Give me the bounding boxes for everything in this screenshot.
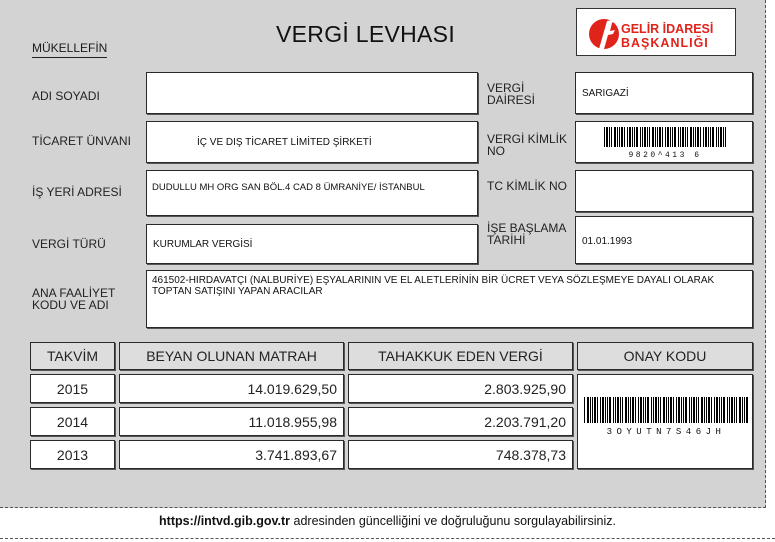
- barcode-bar: [660, 397, 661, 423]
- barcode-bar: [731, 397, 733, 423]
- barcode-bar: [719, 397, 720, 423]
- barcode-bar: [645, 397, 646, 423]
- tax-office-value: SARIGAZİ: [582, 88, 629, 99]
- activity-field: [146, 270, 753, 328]
- barcode-bar: [658, 397, 659, 423]
- barcode-bar: [676, 397, 677, 423]
- approval-barcode: [584, 397, 748, 437]
- barcode-bar: [695, 127, 696, 147]
- barcode-bar: [670, 397, 672, 423]
- barcode-bar: [714, 397, 715, 423]
- barcode-bar: [700, 127, 701, 147]
- barcode-bar: [680, 127, 681, 147]
- barcode-bar: [597, 397, 598, 423]
- trade-name-field: [146, 121, 478, 163]
- barcode-bar: [653, 397, 654, 423]
- name-label: ADI SOYADI: [32, 89, 100, 103]
- barcode-bar: [592, 397, 593, 423]
- col-header-approval-code: ONAY KODU: [577, 342, 753, 370]
- table-row-year: 2015: [30, 374, 115, 403]
- barcode-bar: [629, 127, 631, 147]
- activity-value: 461502-HIRDAVATÇI (NALBURİYE) EŞYALARININ VE EL ALETLERİNİN BİR ÜCRET VEYA SÖZLEŞMEYE DAYALI OLARAK TOPTAN SATIŞINI YAPAN ARACILAR: [152, 275, 715, 297]
- barcode-bar: [670, 127, 671, 147]
- table-row-year: 2014: [30, 407, 115, 436]
- tax-type-value: KURUMLAR VERGİSİ: [153, 239, 253, 250]
- barcode-bar: [685, 397, 687, 423]
- barcode-bar: [729, 397, 730, 423]
- col-header-year: TAKVİM: [30, 342, 115, 370]
- barcode-bar: [622, 397, 623, 423]
- barcode-bar: [666, 397, 667, 423]
- barcode-bar: [617, 397, 619, 423]
- barcode-bar: [725, 127, 726, 147]
- barcode-bar: [627, 127, 628, 147]
- taxpayer-header: MÜKELLEFİN: [32, 41, 107, 58]
- barcode-bar: [682, 127, 684, 147]
- table-row-tax: 2.203.791,20: [348, 407, 573, 436]
- barcode-bar: [635, 397, 636, 423]
- barcode-bar: [678, 127, 679, 147]
- barcode-bar: [600, 397, 601, 423]
- barcode-bar: [681, 397, 682, 423]
- barcode-bar: [659, 127, 661, 147]
- verification-note: [0, 514, 775, 528]
- svg-text:BAŞKANLIĞI: BAŞKANLIĞI: [621, 36, 709, 50]
- barcode-bar: [643, 397, 644, 423]
- barcode-bar: [609, 397, 611, 423]
- barcode-bar: [710, 127, 711, 147]
- barcode-bar: [651, 397, 652, 423]
- barcode-bar: [619, 127, 620, 147]
- barcode-bar: [611, 127, 612, 147]
- barcode-bar: [587, 397, 589, 423]
- gib-emblem-icon: [577, 9, 737, 57]
- table-row-year: 2013: [30, 440, 115, 469]
- barcode-bar: [604, 127, 605, 147]
- tax-id-label: VERGİ KİMLİK NO: [487, 132, 568, 158]
- barcode-bar: [701, 397, 703, 423]
- barcode-bar: [739, 397, 741, 423]
- table-row-base: 3.741.893,67: [119, 440, 344, 469]
- barcode-bar: [628, 397, 629, 423]
- barcode-bar: [594, 397, 596, 423]
- barcode-bar: [620, 397, 621, 423]
- barcode-bar: [663, 397, 665, 423]
- barcode-bar: [621, 127, 623, 147]
- barcode-bar: [584, 397, 585, 423]
- barcode-bar: [672, 127, 673, 147]
- barcode-bar: [642, 127, 643, 147]
- barcode-bar: [606, 127, 608, 147]
- barcode-bar: [615, 397, 616, 423]
- barcode-bar: [678, 397, 680, 423]
- barcode-bar: [708, 127, 709, 147]
- trade-name-label: TİCARET ÜNVANI: [32, 134, 131, 148]
- barcode-bar: [632, 127, 633, 147]
- barcode-bar: [590, 397, 591, 423]
- barcode-bar: [703, 127, 704, 147]
- barcode-bar: [667, 127, 669, 147]
- barcode-bar: [662, 127, 663, 147]
- verification-text: adresinden güncelliğini ve doğruluğunu sorgulayabilirsiniz.: [290, 514, 616, 528]
- barcode-bar: [624, 127, 625, 147]
- barcode-bar: [698, 397, 699, 423]
- col-header-declared-base: BEYAN OLUNAN MATRAH: [119, 342, 344, 370]
- table-row-base: 11.018.955,98: [119, 407, 344, 436]
- svg-text:GELİR İDARESİ: GELİR İDARESİ: [621, 22, 714, 36]
- barcode-bar: [705, 127, 707, 147]
- barcode-bar: [693, 397, 695, 423]
- barcode-bar: [665, 127, 666, 147]
- barcode-bar: [668, 397, 669, 423]
- barcode-bar: [721, 397, 722, 423]
- barcode-bar: [647, 127, 648, 147]
- barcode-bar: [727, 397, 728, 423]
- barcode-bar: [630, 397, 631, 423]
- barcode-bar: [617, 127, 618, 147]
- barcode-bar: [634, 127, 635, 147]
- barcode-bar: [685, 127, 686, 147]
- col-header-assessed-tax: TAHAKKUK EDEN VERGİ: [348, 342, 573, 370]
- verification-url[interactable]: https://intvd.gib.gov.tr: [159, 514, 291, 528]
- barcode-bar: [720, 127, 722, 147]
- barcode-bar: [655, 127, 656, 147]
- barcode-bar: [673, 397, 674, 423]
- tc-id-field: [575, 170, 753, 212]
- barcode-bar: [746, 397, 748, 423]
- tax-id-field: [575, 121, 753, 163]
- approval-code-text: 3OYUTN7S46JH: [606, 427, 726, 437]
- barcode-bar: [613, 397, 614, 423]
- tax-type-label: VERGİ TÜRÜ: [32, 237, 106, 251]
- barcode-bar: [649, 127, 650, 147]
- barcode-bar: [711, 397, 712, 423]
- barcode-bar: [704, 397, 705, 423]
- barcode-bar: [652, 127, 654, 147]
- cut-line: [0, 538, 775, 539]
- table-row-tax: 2.803.925,90: [348, 374, 573, 403]
- barcode-bar: [723, 127, 724, 147]
- barcode-bar: [744, 397, 745, 423]
- barcode-bar: [674, 127, 676, 147]
- barcode-bar: [605, 397, 606, 423]
- barcode-bar: [657, 127, 658, 147]
- barcode-bar: [640, 127, 641, 147]
- barcode-bar: [690, 127, 692, 147]
- barcode-bar: [697, 127, 699, 147]
- tax-id-barcode-text: 9820^413 6: [628, 151, 702, 159]
- table-row-base: 14.019.629,50: [119, 374, 344, 403]
- address-field: [146, 170, 478, 216]
- barcode-bar: [706, 397, 707, 423]
- tax-office-label: VERGİ DAİRESİ: [487, 81, 536, 107]
- barcode-bar: [693, 127, 694, 147]
- barcode-bar: [647, 397, 649, 423]
- barcode-bar: [632, 397, 634, 423]
- barcode-bar: [696, 397, 697, 423]
- trade-name-value: İÇ VE DIŞ TİCARET LİMİTED ŞİRKETİ: [197, 137, 372, 148]
- barcode-bar: [708, 397, 710, 423]
- document-title: VERGİ LEVHASI: [276, 21, 456, 47]
- barcode-bar: [742, 397, 743, 423]
- barcode-bar: [636, 127, 638, 147]
- barcode-bar: [691, 397, 692, 423]
- approval-code-cell: [577, 374, 753, 469]
- barcode-bar: [689, 397, 690, 423]
- tc-id-label: TC KİMLİK NO: [487, 179, 568, 193]
- tax-office-field: [575, 72, 753, 114]
- barcode-bar: [638, 397, 639, 423]
- barcode-bar: [602, 397, 604, 423]
- barcode-bar: [712, 127, 714, 147]
- barcode-bar: [734, 397, 735, 423]
- barcode-bar: [609, 127, 610, 147]
- barcode-bar: [640, 397, 642, 423]
- barcode-bar: [723, 397, 725, 423]
- gib-logo: [576, 8, 736, 56]
- address-label: İŞ YERİ ADRESİ: [32, 185, 122, 199]
- name-field: [146, 72, 478, 114]
- start-date-label: İŞE BAŞLAMA TARİHİ: [487, 221, 566, 247]
- table-row-tax: 748.378,73: [348, 440, 573, 469]
- barcode-bar: [644, 127, 646, 147]
- barcode-bar: [687, 127, 688, 147]
- tax-type-field: [146, 224, 478, 264]
- start-date-value: 01.01.1993: [582, 236, 633, 247]
- barcode-bar: [718, 127, 719, 147]
- barcode-bar: [614, 127, 616, 147]
- barcode-bar: [716, 127, 717, 147]
- barcode-bar: [736, 397, 737, 423]
- tax-id-barcode: [604, 127, 726, 159]
- start-date-field: [575, 216, 753, 264]
- barcode-bar: [625, 397, 627, 423]
- barcode-bar: [716, 397, 718, 423]
- barcode-bar: [655, 397, 657, 423]
- address-value: DUDULLU MH ORG SAN BÖL.4 CAD 8 ÜMRANİYE/ İSTANBUL: [152, 182, 425, 193]
- activity-label: ANA FAALİYET KODU VE ADI: [32, 286, 116, 312]
- barcode-bar: [683, 397, 684, 423]
- barcode-bar: [607, 397, 608, 423]
